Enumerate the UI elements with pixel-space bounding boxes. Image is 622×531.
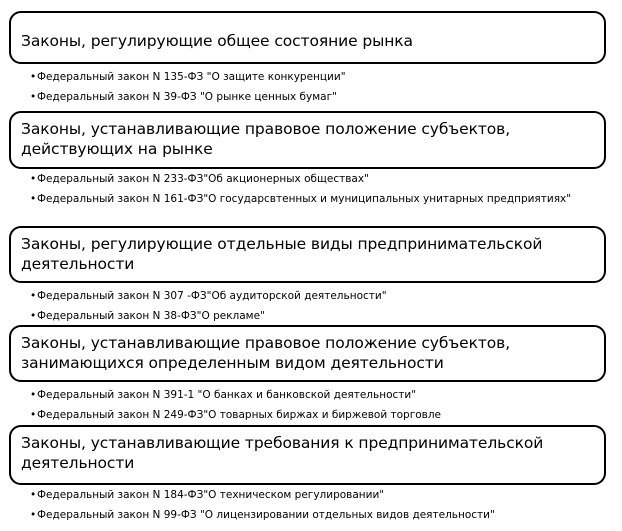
list-item: [30, 389, 590, 402]
bullet-icon: •: [30, 389, 37, 401]
list-item: [30, 173, 590, 186]
law-text: Федеральный закон N 233-ФЗ"Об акционерных обществах": [37, 173, 369, 185]
law-text: Федеральный закон N 184-ФЗ"О техническом регулировании": [37, 489, 385, 501]
group-title: Законы, регулирующие общее состояние рынка: [21, 32, 413, 50]
bullet-icon: •: [30, 310, 37, 322]
group-box-business-requirements: [9, 425, 606, 485]
law-list: [30, 173, 590, 206]
law-text: Федеральный закон N 249-ФЗ"О товарных биржах и биржевой торговле: [37, 409, 442, 421]
bullet-icon: •: [30, 489, 37, 501]
group-title: Законы, устанавливающие правовое положение субъектов, занимающихся определенным видом деятельности: [21, 334, 511, 372]
group-box-business-activities: [9, 226, 606, 283]
bullet-icon: •: [30, 71, 37, 83]
list-item: [30, 91, 590, 104]
law-list: [30, 71, 590, 104]
list-item: [30, 290, 590, 303]
bullet-icon: •: [30, 509, 37, 521]
law-text: Федеральный закон N 161-ФЗ"О государсвтенных и муниципальных унитарных предприятиях": [37, 193, 572, 205]
law-list: [30, 290, 590, 323]
bullet-icon: •: [30, 173, 37, 185]
group-box-market-regulation: [9, 11, 606, 64]
list-item: [30, 409, 590, 422]
law-text: Федеральный закон N 391-1 "О банках и банковской деятельности": [37, 389, 417, 401]
law-text: Федеральный закон N 39-ФЗ "О рынке ценных бумаг": [37, 91, 337, 103]
group-title: Законы, устанавливающие правовое положение субъектов, действующих на рынке: [21, 120, 511, 158]
bullet-icon: •: [30, 91, 37, 103]
list-item: [30, 489, 590, 502]
group-box-market-subjects: [9, 111, 606, 169]
law-list: [30, 389, 590, 422]
list-item: [30, 71, 590, 84]
law-text: Федеральный закон N 307 -ФЗ"Об аудиторской деятельности": [37, 290, 387, 302]
bullet-icon: •: [30, 193, 37, 205]
law-text: Федеральный закон N 135-ФЗ "О защите конкуренции": [37, 71, 346, 83]
bullet-icon: •: [30, 409, 37, 421]
group-title: Законы, устанавливающие требования к предпринимательской деятельности: [21, 434, 544, 472]
list-item: [30, 193, 590, 206]
law-text: Федеральный закон N 38-ФЗ"О рекламе": [37, 310, 265, 322]
law-list: [30, 489, 590, 522]
list-item: [30, 509, 590, 522]
group-box-specific-subjects: [9, 325, 606, 382]
list-item: [30, 310, 590, 323]
law-text: Федеральный закон N 99-ФЗ "О лицензировании отдельных видов деятельности": [37, 509, 495, 521]
group-title: Законы, регулирующие отдельные виды предпринимательской деятельности: [21, 235, 543, 273]
bullet-icon: •: [30, 290, 37, 302]
